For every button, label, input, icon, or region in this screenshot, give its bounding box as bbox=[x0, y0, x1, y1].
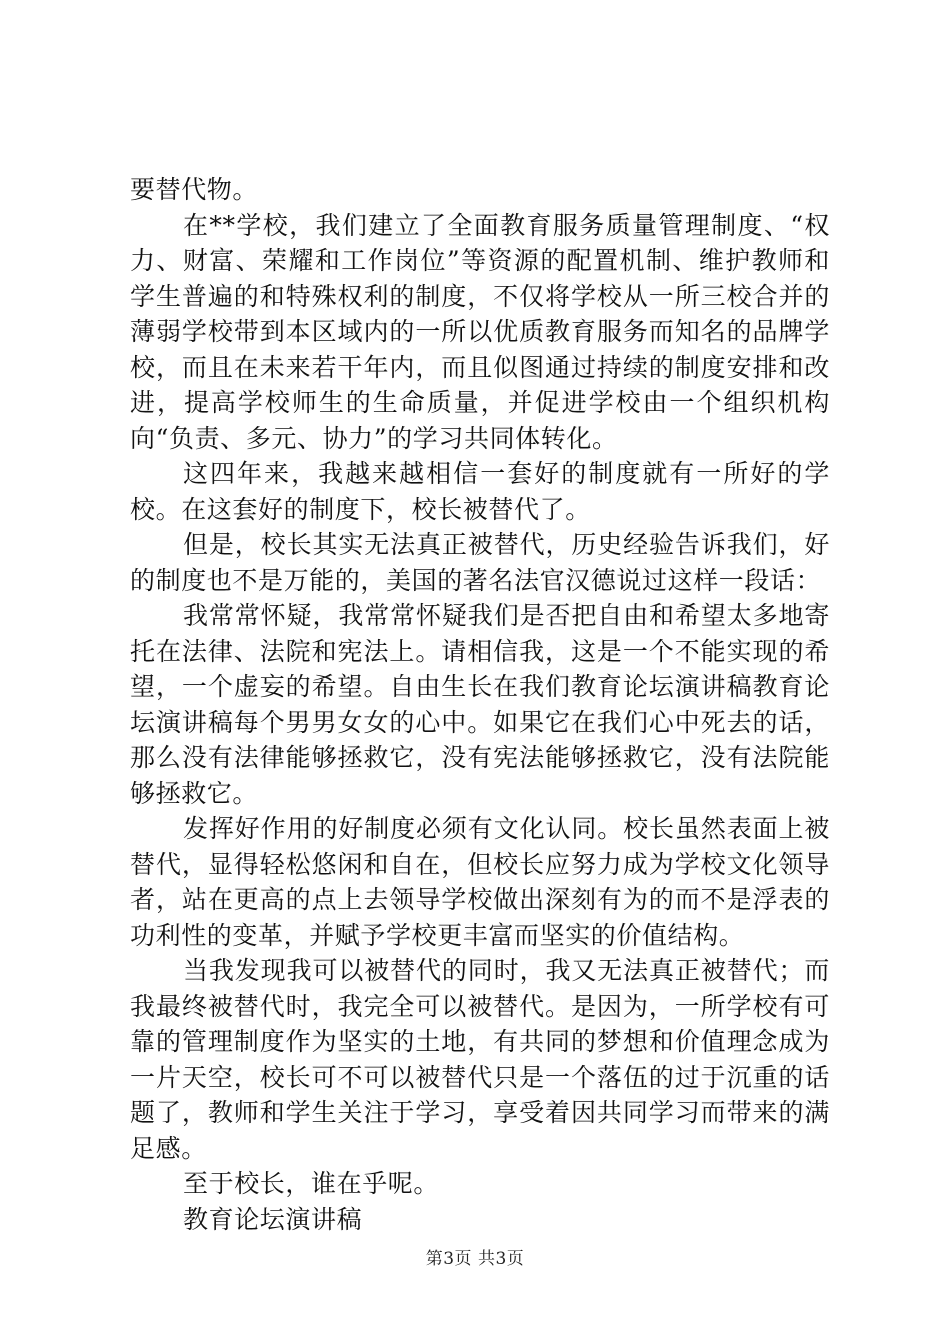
paragraph-who-cares: 至于校长，谁在乎呢。 bbox=[183, 1169, 440, 1198]
document-body bbox=[130, 172, 830, 1237]
paragraph-culture: 发挥好作用的好制度必须有文化认同。校长虽然表面上被替代，显得轻松悠闲和自在，但校长应努力成为学校文化领导者，站在更高的点上去领导学校做出深刻有为的而不是浮表的功利性的变革，并赋予学校更丰富而坚实的价值结构。 bbox=[130, 814, 830, 950]
paragraph-title-note: 教育论坛演讲稿 bbox=[183, 1204, 363, 1234]
page-footer: 第3页 共3页 bbox=[425, 1249, 525, 1269]
paragraph-four-years: 这四年来，我越来越相信一套好的制度就有一所好的学校。在这套好的制度下，校长被替代了。 bbox=[130, 459, 830, 524]
paragraph-hand-quote: 我常常怀疑，我常常怀疑我们是否把自由和希望太多地寄托在法律、法院和宪法上。请相信我，这是一个不能实现的希望，一个虚妄的希望。自由生长在我们教育论坛演讲稿教育论坛演讲稿每个男男女女的心中。如果它在我们心中死去的话，那么没有法律能够拯救它，没有宪法能够拯救它，没有法院能够拯救它。 bbox=[130, 601, 830, 808]
paragraph-cannot-replace: 但是，校长其实无法真正被替代，历史经验告诉我们，好的制度也不是万能的，美国的著名法官汉德说过这样一段话： bbox=[130, 530, 830, 595]
paragraph-replaced: 当我发现我可以被替代的同时，我又无法真正被替代；而我最终被替代时，我完全可以被替代。是因为，一所学校有可靠的管理制度作为坚实的土地，有共同的梦想和价值理念成为一片天空，校长可不可以被替代只是一个落伍的过于沉重的话题了，教师和学生关注于学习，享受着因共同学习而带来的满足感。 bbox=[130, 956, 830, 1163]
paragraph-school-system: 在**学校，我们建立了全面教育服务质量管理制度、“权力、财富、荣耀和工作岗位”等资源的配置机制、维护教师和学生普遍的和特殊权利的制度，不仅将学校从一所三校合并的薄弱学校带到本区域内的一所以优质教育服务而知名的品牌学校，而且在未来若干年内，而且似图通过持续的制度安排和改进，提高学校师生的生命质量，并促进学校由一个组织机构向“负责、多元、协力”的学习共同体转化。 bbox=[130, 210, 830, 453]
paragraph-continuation: 要替代物。 bbox=[130, 175, 259, 204]
